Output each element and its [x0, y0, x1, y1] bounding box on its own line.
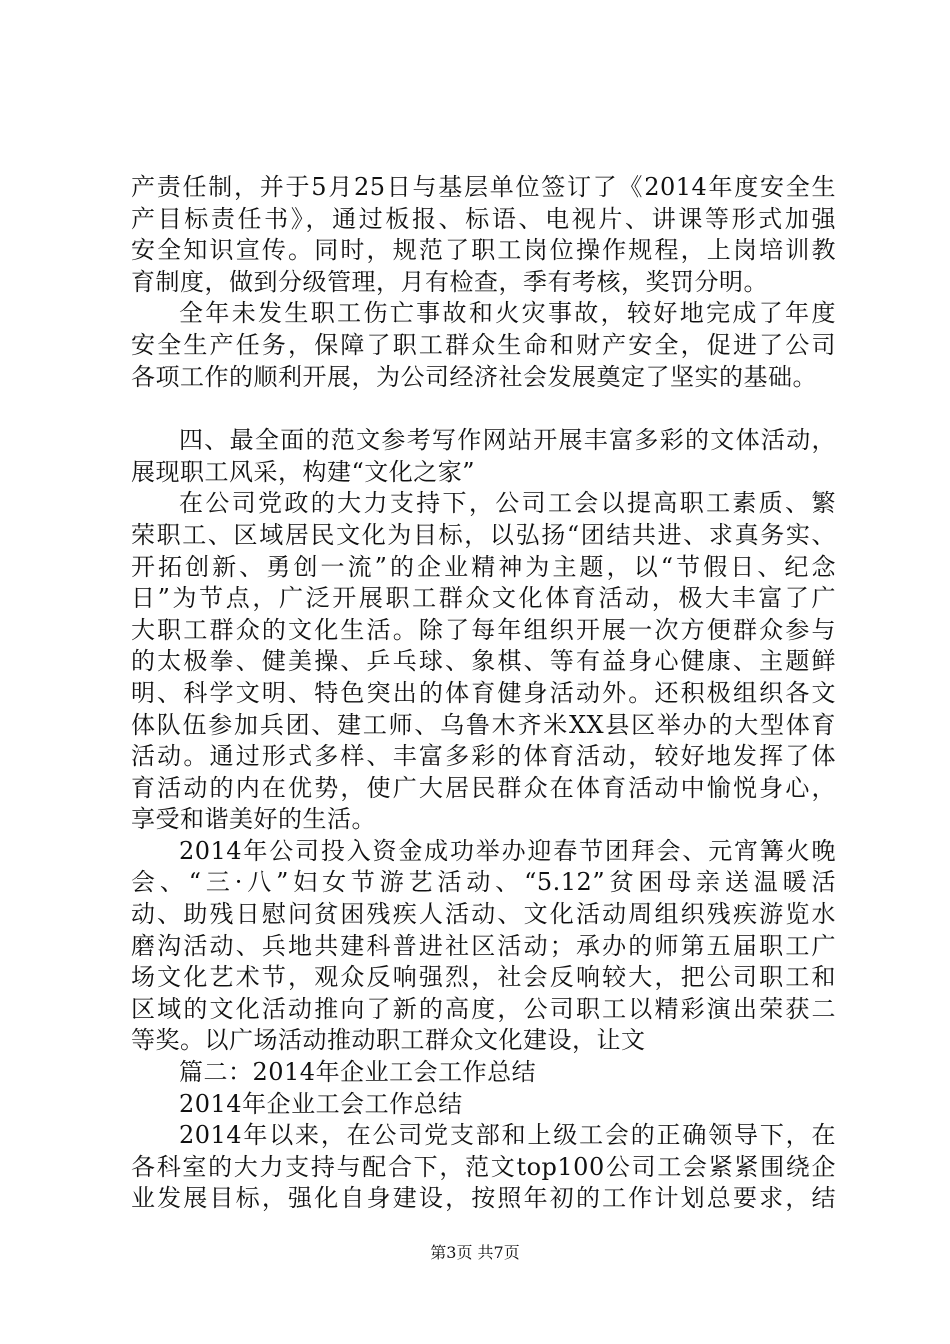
paragraph — [131, 425, 836, 488]
text-line: 区域的文化活动推向了新的高度，公司职工以精彩演出荣获二 — [131, 994, 836, 1023]
text-line: 安全生产任务，保障了职工群众生命和财产安全，促进了公司 — [131, 330, 836, 359]
paragraph — [131, 172, 836, 298]
text-line: 安全知识宣传。同时，规范了职工岗位操作规程，上岗培训教 — [131, 236, 836, 265]
text-line: 活动。通过形式多样、丰富多彩的体育活动，较好地发挥了体 — [131, 742, 836, 771]
text-line: 各项工作的顺利开展，为公司经济社会发展奠定了坚实的基础。 — [131, 362, 817, 391]
text-line: 在公司党政的大力支持下，公司工会以提高职工素质、繁 — [179, 489, 836, 518]
text-line: 2014年公司投入资金成功举办迎春节团拜会、元宵篝火晚 — [179, 836, 836, 865]
text-line: 业发展目标，强化自身建设，按照年初的工作计划总要求，结 — [131, 1184, 836, 1213]
paragraph — [131, 1057, 836, 1089]
paragraph — [131, 1120, 836, 1215]
paragraph-gap — [131, 393, 836, 425]
text-line: 育制度，做到分级管理，月有检查，季有考核，奖罚分明。 — [131, 267, 768, 296]
text-line: 2014年以来，在公司党支部和上级工会的正确领导下，在 — [179, 1121, 836, 1150]
page-footer: 第3页 共7页 — [430, 1243, 520, 1262]
paragraph — [131, 488, 836, 836]
text-line: 等奖。以广场活动推动职工群众文化建设，让文 — [131, 1026, 646, 1055]
text-line: 产目标责任书》，通过板报、标语、电视片、讲课等形式加强 — [131, 204, 836, 233]
text-line: 场文化艺术节，观众反响强烈，社会反响较大，把公司职工和 — [131, 963, 836, 992]
paragraph — [131, 1089, 836, 1121]
paragraph — [131, 836, 836, 1057]
text-line: 展现职工风采，构建“文化之家” — [131, 457, 476, 486]
text-line: 各科室的大力支持与配合下，范文top100公司工会紧紧围绕企 — [131, 1152, 836, 1181]
text-line: 产责任制，并于5月25日与基层单位签订了《2014年度安全生 — [131, 173, 836, 201]
document-body — [131, 172, 836, 1215]
paragraph — [131, 298, 836, 393]
text-line: 四、最全面的范文参考写作网站开展丰富多彩的文体活动， — [179, 426, 836, 455]
text-line: 荣职工、区域居民文化为目标，以弘扬“团结共进、求真务实、 — [131, 520, 836, 549]
text-line: 明、科学文明、特色突出的体育健身活动外。还积极组织各文 — [131, 678, 836, 707]
text-line: 的太极拳、健美操、乒乓球、象棋、等有益身心健康、主题鲜 — [131, 647, 836, 676]
text-line: 日”为节点，广泛开展职工群众文化体育活动，极大丰富了广 — [131, 584, 836, 613]
text-line: 体队伍参加兵团、建工师、乌鲁木齐米XX县区举办的大型体育 — [131, 710, 836, 739]
text-line: 育活动的内在优势，使广大居民群众在体育活动中愉悦身心， — [131, 773, 836, 802]
text-line: 动、助残日慰问贫困残疾人活动、文化活动周组织残疾游览水 — [131, 900, 836, 929]
text-line: 全年未发生职工伤亡事故和火灾事故，较好地完成了年度 — [179, 299, 836, 328]
text-line: 会、“三·八”妇女节游艺活动、“5.12”贫困母亲送温暖活 — [131, 868, 836, 897]
text-line: 磨沟活动、兵地共建科普进社区活动；承办的师第五届职工广 — [131, 931, 836, 960]
text-line: 开拓创新、勇创一流”的企业精神为主题，以“节假日、纪念 — [131, 552, 836, 581]
text-line: 篇二：2014年企业工会工作总结 — [179, 1058, 537, 1087]
text-line: 2014年企业工会工作总结 — [179, 1089, 463, 1118]
text-line: 大职工群众的文化生活。除了每年组织开展一次方便群众参与 — [131, 615, 836, 644]
text-line: 享受和谐美好的生活。 — [131, 805, 376, 834]
